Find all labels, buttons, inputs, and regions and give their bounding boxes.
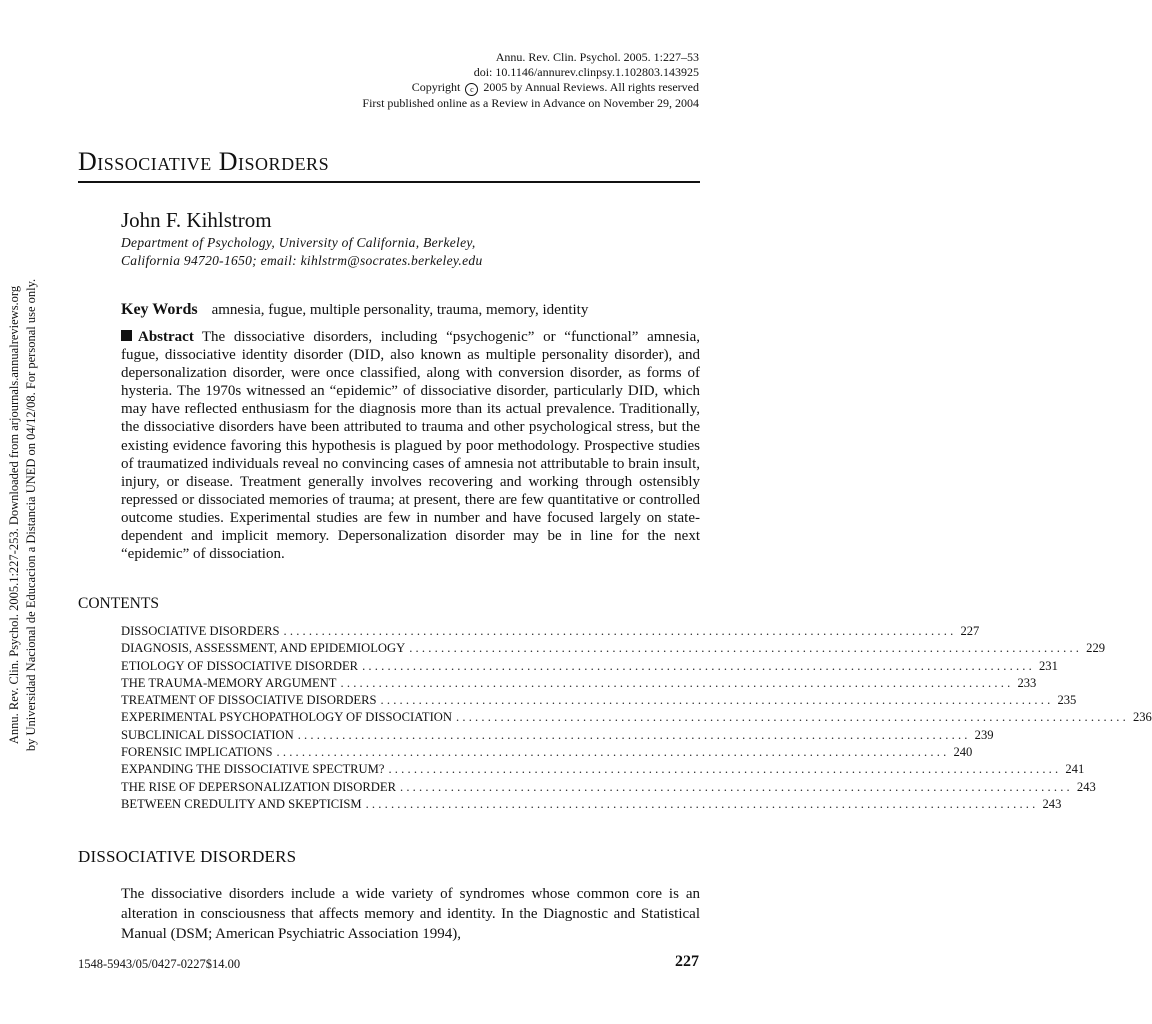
toc-item	[121, 796, 1062, 813]
toc-item-title: SUBCLINICAL DISSOCIATION	[121, 727, 294, 742]
toc-item	[121, 675, 1037, 692]
toc-item-title: FORENSIC IMPLICATIONS	[121, 745, 273, 760]
contents-heading: CONTENTS	[78, 595, 159, 612]
section-heading: DISSOCIATIVE DISORDERS	[78, 847, 297, 866]
copyright-text: 2005 by Annual Reviews. All rights reserved	[483, 80, 699, 94]
footer-code: 1548-5943/05/0427-0227$14.00	[78, 957, 241, 971]
toc-item-title: THE TRAUMA-MEMORY ARGUMENT	[121, 675, 337, 690]
publication-date: First published online as a Review in Advance on November 29, 2004	[362, 96, 699, 110]
toc-item-title: ETIOLOGY OF DISSOCIATIVE DISORDER	[121, 658, 359, 673]
keywords	[121, 300, 701, 320]
toc-item-page: 231	[1039, 658, 1058, 673]
toc-item-page: 236	[1132, 710, 1152, 725]
abstract-text: The dissociative disorders, including “psychogenic” or “functional” amnesia, fugue, dissociative identity disorder (DID, also known as multiple personality disorder), and depersonalization disorder, were once classified, along with conversion disorder, as forms of hysteria. The 1970s witnessed an “epidemic” of dissociative disorder, particularly DID, which may have reflected enthusiasm for the diagnosis more than its actual prevalence. Traditionally, the dissociative disorders have been attributed to trauma and other psychological stress, but the existing evidence favoring this hypothesis is plagued by poor methodology. Prospective studies of traumatized individuals reveal no convincing cases of amnesia not attributable to brain insult, injury, or disease. Treatment generally involves recovering and working through ostensibly repressed or dissociated memories of trauma; at present, there are few quantitative or controlled outcome studies. Experimental studies are few in number and have focused largely on state-dependent and implicit memory. Depersonalization disorder may be in line for the next “epidemic” of dissociation.	[121, 329, 700, 563]
toc-item-page: 241	[1065, 762, 1085, 777]
toc-item-page: 227	[960, 624, 980, 638]
toc-leader: ..........................................................................................................	[283, 624, 957, 638]
toc-item-title: BETWEEN CREDULITY AND SKEPTICISM	[121, 796, 362, 811]
toc-leader: ..........................................................................................................	[409, 641, 1083, 656]
abstract	[121, 328, 700, 563]
toc-item-page: 243	[1076, 779, 1096, 794]
download-notice-text	[6, 270, 40, 760]
toc-leader: ..........................................................................................................	[340, 675, 1014, 690]
toc-item-page: 239	[974, 727, 994, 742]
toc-leader: ..........................................................................................................	[456, 710, 1129, 725]
page-number: 227	[675, 953, 699, 970]
toc-item	[121, 658, 1058, 675]
copyright-line	[362, 80, 699, 96]
article-title: Dissociative Disorders	[78, 146, 700, 183]
journal-citation: Annu. Rev. Clin. Psychol. 2005. 1:227–53	[495, 50, 699, 64]
copyright-icon: c	[465, 83, 478, 96]
toc-item-page: 235	[1057, 693, 1077, 708]
toc-item-page: 243	[1042, 796, 1062, 811]
toc-item	[121, 692, 1077, 709]
citation-header	[362, 50, 699, 111]
toc-leader: ..........................................................................................................	[365, 796, 1039, 811]
table-of-contents	[121, 623, 1152, 813]
toc-item	[121, 640, 1106, 657]
keywords-label: Key Words	[121, 301, 198, 318]
download-notice	[2, 270, 44, 760]
toc-item-page: 233	[1017, 675, 1037, 690]
download-notice-line-1: Annu. Rev. Clin. Psychol. 2005.1:227-253. Downloaded from arjournals.annualreviews.org	[7, 285, 21, 745]
doi: doi: 10.1146/annurev.clinpsy.1.102803.143925	[473, 65, 699, 79]
toc-item	[121, 623, 980, 640]
toc-leader: ..........................................................................................................	[388, 762, 1062, 777]
copyright-prefix: Copyright	[411, 80, 461, 94]
download-notice-line-2: by Universidad Nacional de Educacion a Distancia UNED on 04/12/08. For personal use only.	[24, 278, 38, 752]
toc-leader: ..........................................................................................................	[276, 745, 950, 760]
toc-item-title: THE RISE OF DEPERSONALIZATION DISORDER	[121, 779, 396, 794]
square-bullet-icon	[121, 330, 132, 341]
toc-item	[121, 761, 1085, 778]
toc-item-title: DISSOCIATIVE DISORDERS	[121, 624, 280, 638]
toc-item-title: EXPANDING THE DISSOCIATIVE SPECTRUM?	[121, 762, 385, 777]
author-affiliation	[121, 234, 483, 270]
affiliation-line-1: Department of Psychology, University of California, Berkeley,	[121, 235, 476, 250]
toc-leader: ..........................................................................................................	[297, 727, 971, 742]
toc-item-title: DIAGNOSIS, ASSESSMENT, AND EPIDEMIOLOGY	[121, 641, 406, 656]
toc-item	[121, 779, 1096, 796]
toc-leader: ..........................................................................................................	[380, 693, 1054, 708]
section-body-text: The dissociative disorders include a wide variety of syndromes whose common core is an alteration in consciousness that affects memory and identity. In the Diagnostic and Statistical Manual (DSM; American Psychiatric Association 1994),	[121, 886, 700, 942]
toc-item	[121, 744, 973, 761]
toc-item-page: 240	[953, 745, 973, 760]
toc-leader: ..........................................................................................................	[362, 658, 1035, 673]
toc-item-page: 229	[1086, 641, 1106, 656]
abstract-label: Abstract	[138, 329, 194, 345]
toc-item-title: TREATMENT OF DISSOCIATIVE DISORDERS	[121, 693, 377, 708]
affiliation-line-2: California 94720-1650; email: kihlstrm@socrates.berkeley.edu	[121, 253, 483, 268]
toc-item-title: EXPERIMENTAL PSYCHOPATHOLOGY OF DISSOCIATION	[121, 710, 453, 725]
author-name: John F. Kihlstrom	[121, 208, 272, 232]
toc-item	[121, 727, 994, 744]
toc-leader: ..........................................................................................................	[399, 779, 1073, 794]
keywords-text: amnesia, fugue, multiple personality, trauma, memory, identity	[211, 302, 589, 318]
toc-item	[121, 709, 1152, 726]
